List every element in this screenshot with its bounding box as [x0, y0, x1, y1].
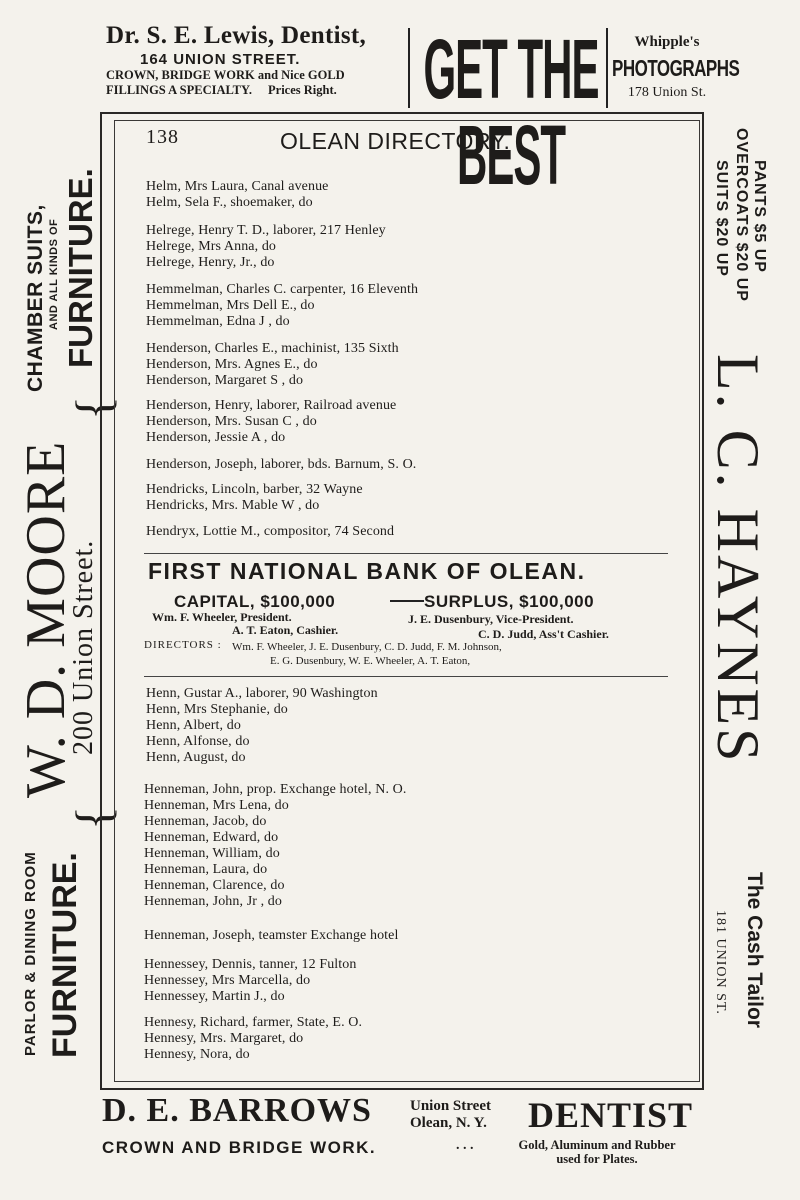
haynes-name: L. C. HAYNES: [705, 354, 771, 765]
bank-directors-line2: E. G. Dusenbury, W. E. Wheeler, A. T. Eaton,: [270, 655, 471, 667]
haynes-address: 181 UNION ST.: [713, 910, 728, 1015]
haynes-pants: PANTS $5 UP: [751, 160, 768, 273]
divider: [606, 28, 608, 108]
list-item: Henn, Gustar A., laborer, 90 Washington: [146, 686, 378, 701]
divider: [390, 600, 424, 602]
list-item: Henn, Alfonse, do: [146, 734, 250, 749]
bank-cashier: A. T. Eaton, Cashier.: [232, 623, 339, 637]
moore-brace-1: {: [65, 806, 121, 830]
list-item: Hemmelman, Edna J , do: [146, 314, 290, 329]
list-item: Hennessey, Dennis, tanner, 12 Fulton: [144, 957, 357, 972]
divider: [144, 553, 668, 554]
bank-vice-president: J. E. Dusenbury, Vice-President.: [408, 612, 574, 626]
moore-furniture-2: FURNITURE.: [62, 168, 99, 368]
moore-furniture: FURNITURE.: [46, 852, 84, 1058]
list-item: Henneman, Laura, do: [144, 862, 268, 877]
bank-capital: CAPITAL, $100,000: [174, 592, 336, 611]
list-item: Henderson, Mrs. Susan C , do: [146, 414, 317, 429]
barrows-crown: CROWN AND BRIDGE WORK.: [102, 1138, 377, 1157]
moore-line1: PARLOR & DINING ROOM: [22, 851, 39, 1056]
list-item: Hennessey, Mrs Marcella, do: [144, 973, 311, 988]
list-item: Henneman, John, prop. Exchange hotel, N. O.: [144, 782, 407, 797]
page-header: [146, 126, 676, 156]
list-item: Hennessey, Martin J., do: [144, 989, 285, 1004]
list-item: Hendricks, Mrs. Mable W , do: [146, 498, 320, 513]
whipple-ad: [612, 34, 740, 101]
barrows-gold-line1: Gold, Aluminum and Rubber: [518, 1138, 676, 1152]
list-item: Helrege, Henry T. D., laborer, 217 Henley: [146, 223, 386, 238]
barrows-gold-line2: used for Plates.: [556, 1152, 638, 1166]
list-item: Henn, August, do: [146, 750, 246, 765]
list-item: Henderson, Charles E., machinist, 135 Sixth: [146, 341, 399, 356]
bank-directors-line1: Wm. F. Wheeler, J. E. Dusenbury, C. D. Judd, F. M. Johnson,: [232, 641, 502, 653]
moore-brace-2: {: [65, 396, 121, 420]
bank-directors-label: DIRECTORS :: [144, 639, 222, 651]
lewis-line4a: FILLINGS A SPECIALTY.: [106, 83, 253, 97]
list-item: Helm, Mrs Laura, Canal avenue: [146, 179, 329, 194]
list-item: Hendricks, Lincoln, barber, 32 Wayne: [146, 482, 363, 497]
barrows-materials: [484, 1138, 710, 1166]
barrows-address-1: Union Street: [410, 1098, 491, 1114]
barrows-address-2: Olean, N. Y.: [410, 1115, 487, 1131]
list-item: Henderson, Joseph, laborer, bds. Barnum, S. O.: [146, 457, 417, 472]
list-item: Helrege, Mrs Anna, do: [146, 239, 277, 254]
haynes-tailor: The Cash Tailor: [743, 872, 766, 1028]
haynes-suits: SUITS $20 UP: [713, 160, 730, 277]
whipple-address: 178 Union St.: [627, 85, 707, 100]
moore-address: 200 Union Street.: [68, 539, 99, 755]
list-item: Henneman, William, do: [144, 846, 280, 861]
list-item: Henn, Albert, do: [146, 718, 241, 733]
list-item: Henderson, Jessie A , do: [146, 430, 286, 445]
moore-name: W. D. MOORE: [15, 440, 77, 798]
lewis-street: 164 UNION STREET.: [140, 51, 301, 68]
barrows-name: D. E. BARROWS: [102, 1092, 372, 1129]
list-item: Henneman, Clarence, do: [144, 878, 285, 893]
bank-asst-cashier: C. D. Judd, Ass't Cashier.: [478, 627, 609, 641]
whipple-name: Whipple's: [634, 34, 700, 50]
lewis-name: Dr. S. E. Lewis, Dentist,: [106, 22, 367, 49]
bank-president: Wm. F. Wheeler, President.: [152, 610, 292, 624]
list-item: Helrege, Henry, Jr., do: [146, 255, 275, 270]
divider: [144, 676, 668, 677]
haynes-overcoats: OVERCOATS $20 UP: [733, 128, 750, 302]
list-item: Henneman, Jacob, do: [144, 814, 267, 829]
list-item: Henderson, Margaret S , do: [146, 373, 304, 388]
list-item: Hennesy, Nora, do: [144, 1047, 250, 1062]
list-item: Hennesy, Richard, farmer, State, E. O.: [144, 1015, 363, 1030]
bank-surplus: SURPLUS, $100,000: [424, 592, 595, 611]
list-item: Henneman, Joseph, teamster Exchange hotel: [144, 928, 399, 943]
list-item: Hennesy, Mrs. Margaret, do: [144, 1031, 304, 1046]
list-item: Hemmelman, Mrs Dell E., do: [146, 298, 315, 313]
lewis-line4b: Prices Right.: [268, 83, 337, 97]
list-item: Henneman, John, Jr , do: [144, 894, 282, 909]
page-number: 138: [146, 126, 179, 148]
list-item: Henneman, Edward, do: [144, 830, 279, 845]
get-the-best-headline: GET THE BEST: [423, 22, 599, 202]
list-item: Henn, Mrs Stephanie, do: [146, 702, 288, 717]
barrows-dots: . . .: [456, 1138, 474, 1153]
moore-all-kinds: AND ALL KINDS OF: [48, 218, 60, 330]
lewis-line3: CROWN, BRIDGE WORK and Nice GOLD: [106, 68, 345, 82]
moore-chamber: CHAMBER SUITS,: [24, 204, 47, 392]
list-item: Helm, Sela F., shoemaker, do: [146, 195, 313, 210]
divider: [408, 28, 410, 108]
whipple-product: PHOTOGRAPHS: [612, 55, 740, 82]
lewis-dentist-ad: [100, 22, 410, 98]
list-item: Hendryx, Lottie M., compositor, 74 Second: [146, 524, 395, 539]
bank-title: FIRST NATIONAL BANK OF OLEAN.: [148, 558, 586, 584]
page-title: OLEAN DIRECTORY.: [280, 128, 511, 154]
list-item: Henderson, Mrs. Agnes E., do: [146, 357, 318, 372]
list-item: Henderson, Henry, laborer, Railroad avenue: [146, 398, 397, 413]
list-item: Hemmelman, Charles C. carpenter, 16 Eleventh: [146, 282, 419, 297]
barrows-dentist: DENTIST: [528, 1095, 694, 1135]
list-item: Henneman, Mrs Lena, do: [144, 798, 289, 813]
